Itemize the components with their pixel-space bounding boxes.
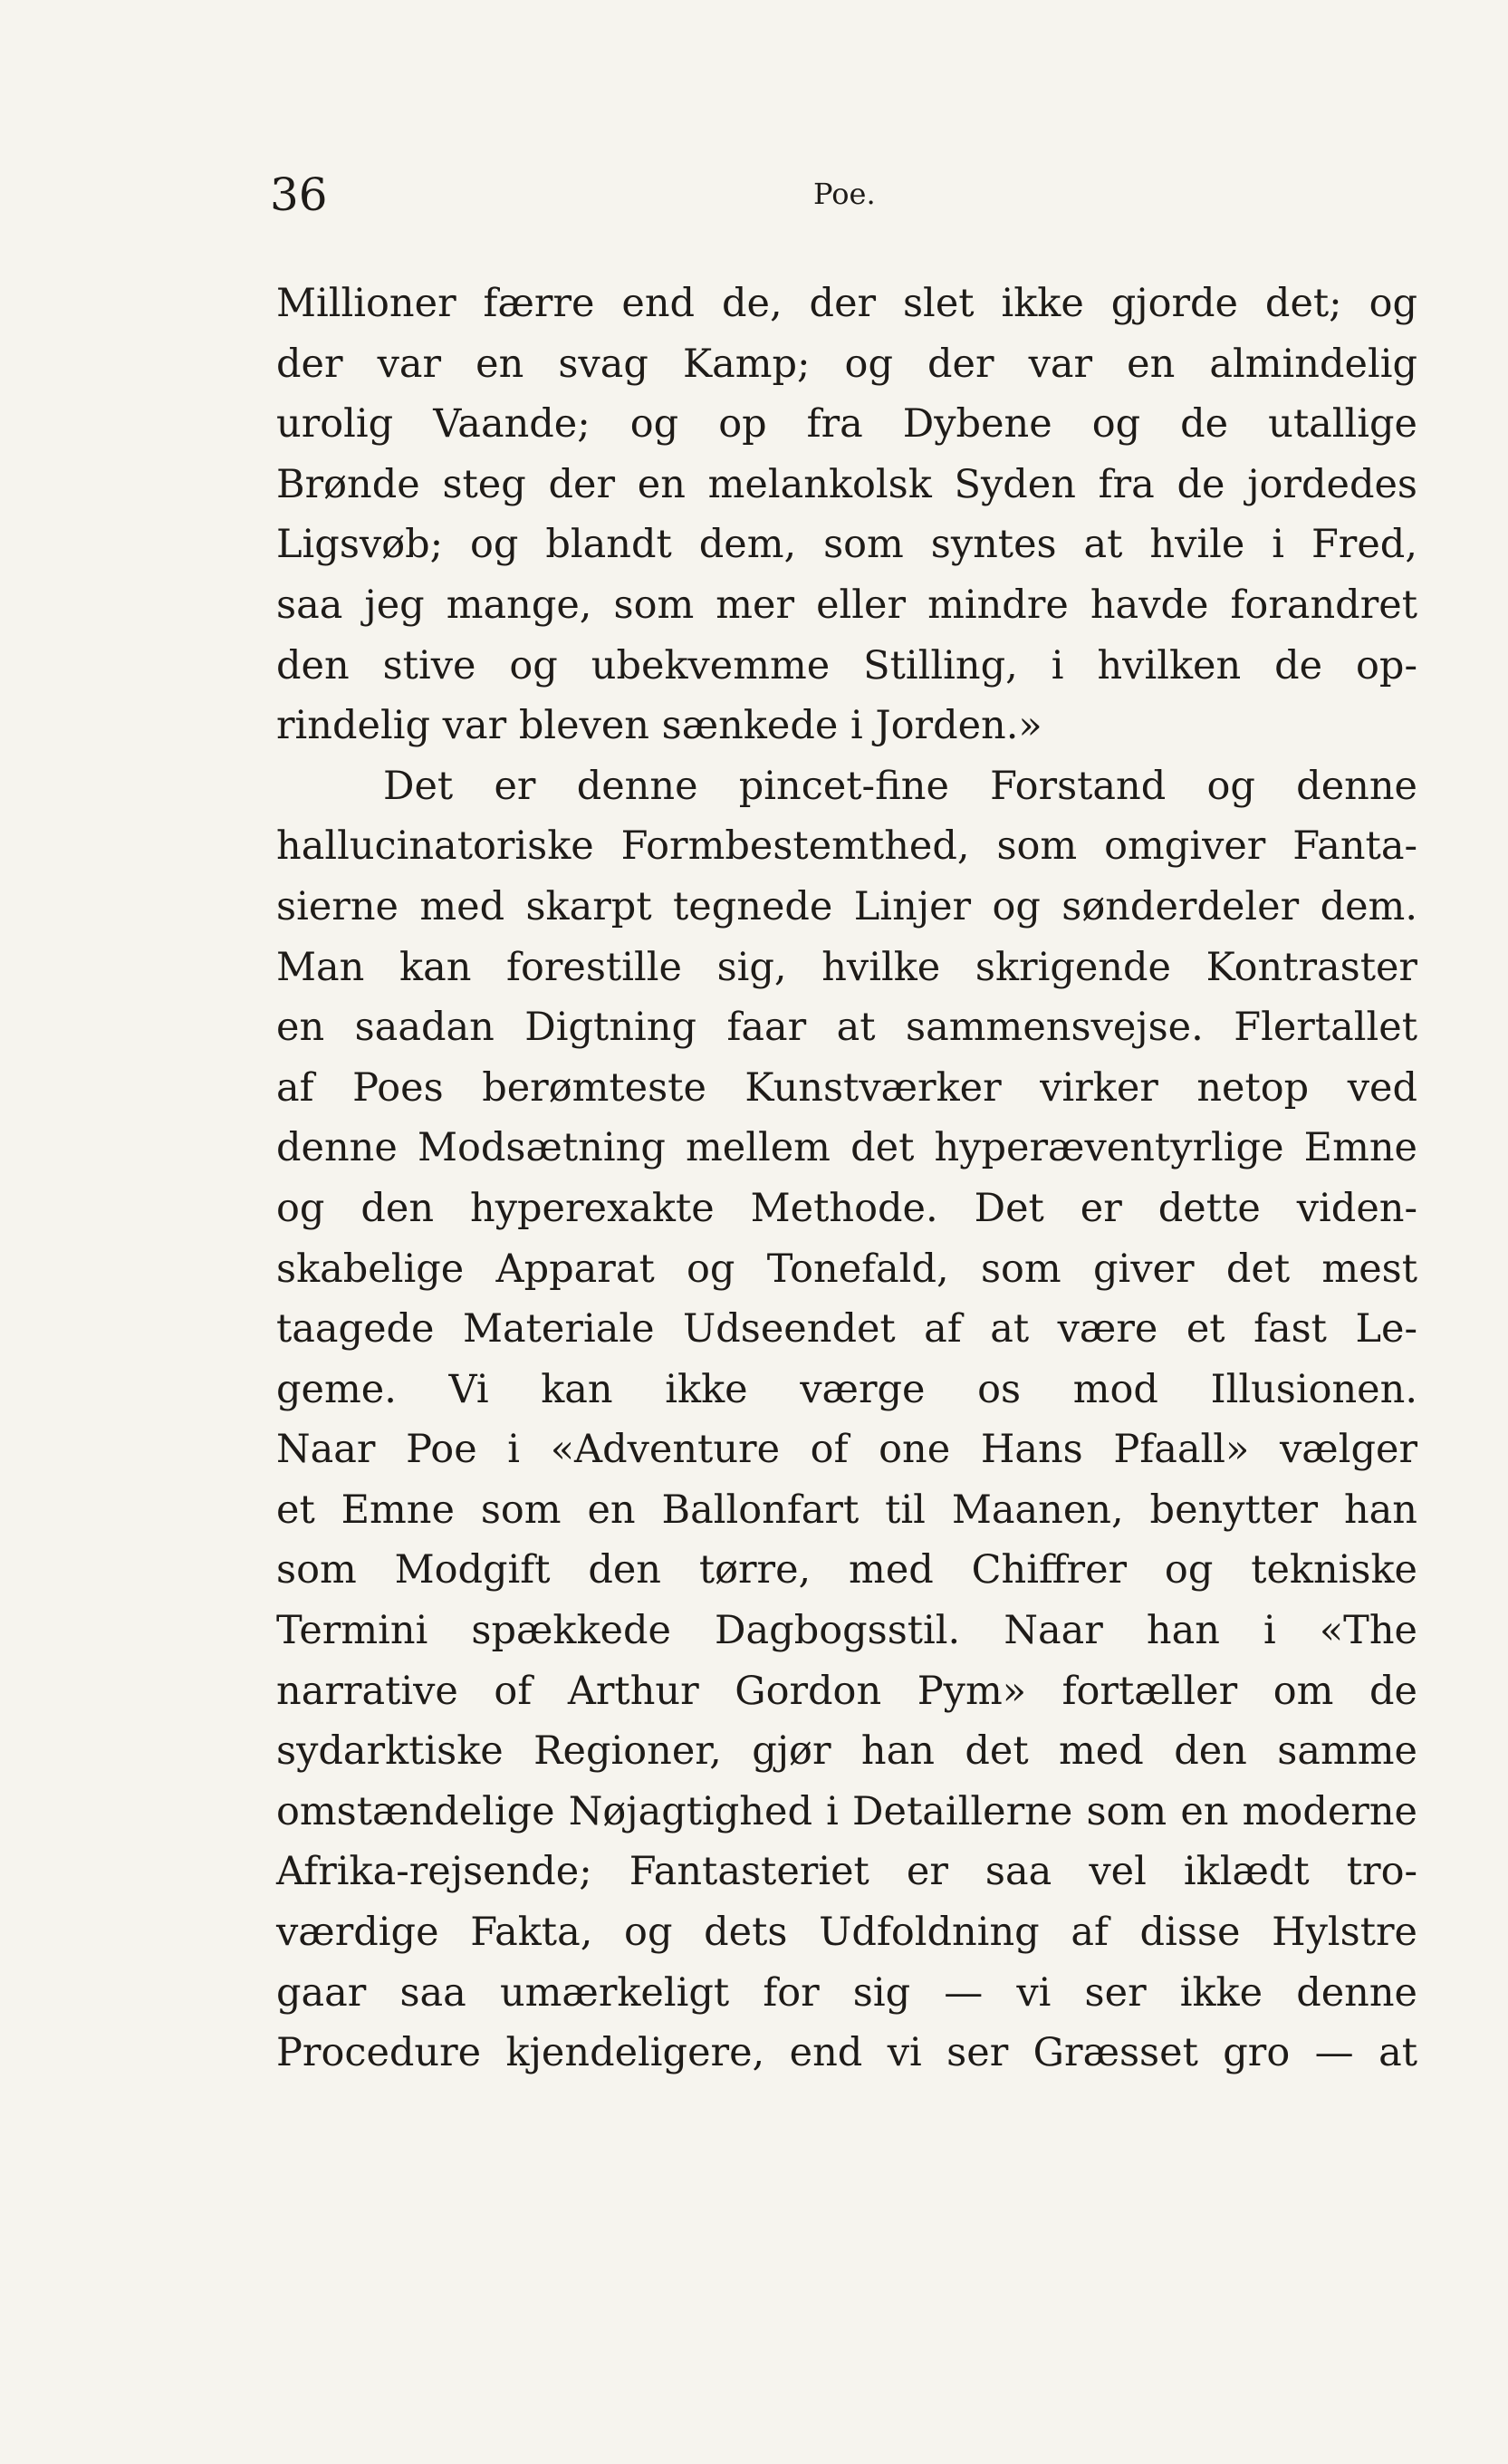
page-number: 36: [270, 168, 328, 221]
text-line: Man kan forestille sig, hvilke skrigende Kontraster: [276, 944, 1417, 990]
text-line: rindelig var bleven sænkede i Jorden.»: [276, 703, 1042, 749]
text-line: sierne med skarpt tegnede Linjer og sønderdeler dem.: [276, 883, 1417, 929]
text-line: Termini spækkede Dagbogsstil. Naar han i «The: [276, 1608, 1417, 1654]
text-line: og den hyperexakte Methode. Det er dette viden-: [276, 1185, 1417, 1231]
text-line: gaar saa umærkeligt for sig — vi ser ikke denne: [276, 1969, 1417, 2016]
text-line: Millioner færre end de, der slet ikke gjorde det; og: [276, 281, 1417, 326]
text-line: sydarktiske Regioner, gjør han det med den samme: [276, 1728, 1417, 1775]
text-line: skabelige Apparat og Tonefald, som giver det mest: [276, 1246, 1417, 1292]
text-line: den stive og ubekvemme Stilling, i hvilken de op-: [276, 642, 1417, 688]
text-line: omstændelige Nøjagtighed i Detaillerne som en moderne: [276, 1788, 1417, 1834]
text-line: Brønde steg der en melankolsk Syden fra de jordedes: [276, 461, 1417, 507]
running-title: Poe.: [813, 177, 876, 211]
text-line: et Emne som en Ballonfart til Maanen, benytter han: [276, 1487, 1417, 1533]
text-line: værdige Fakta, og dets Udfoldning af disse Hylstre: [276, 1910, 1417, 1956]
text-line: Ligsvøb; og blandt dem, som syntes at hvile i Fred,: [276, 522, 1417, 568]
text-line: Procedure kjendeligere, end vi ser Græsset gro — at: [276, 2030, 1417, 2076]
body-text: [276, 274, 1417, 2084]
text-line: af Poes berømteste Kunstværker virker netop ved: [276, 1064, 1417, 1111]
text-line: hallucinatoriske Formbestemthed, som omgiver Fanta-: [276, 823, 1417, 870]
text-line: Afrika-rejsende; Fantasteriet er saa vel iklædt tro-: [276, 1849, 1417, 1895]
text-line: taagede Materiale Udseendet af at være et fast Le-: [276, 1306, 1417, 1352]
text-line: som Modgift den tørre, med Chiffrer og tekniske: [276, 1547, 1417, 1593]
text-line: saa jeg mange, som mer eller mindre havde forandret: [276, 582, 1417, 628]
text-line: Naar Poe i «Adventure of one Hans Pfaall» vælger: [276, 1427, 1417, 1473]
text-line: narrative of Arthur Gordon Pym» fortæller om de: [276, 1668, 1417, 1714]
text-line: urolig Vaande; og op fra Dybene og de utallige: [276, 401, 1417, 448]
text-line: geme. Vi kan ikke værge os mod Illusionen.: [276, 1366, 1417, 1412]
text-line: der var en svag Kamp; og der var en almindelig: [276, 341, 1417, 387]
text-line: en saadan Digtning faar at sammensvejse. Flertallet: [276, 1005, 1417, 1051]
text-line: Det er denne pincet-fine Forstand og denne: [383, 763, 1417, 809]
text-line: denne Modsætning mellem det hyperæventyrlige Emne: [276, 1125, 1417, 1171]
